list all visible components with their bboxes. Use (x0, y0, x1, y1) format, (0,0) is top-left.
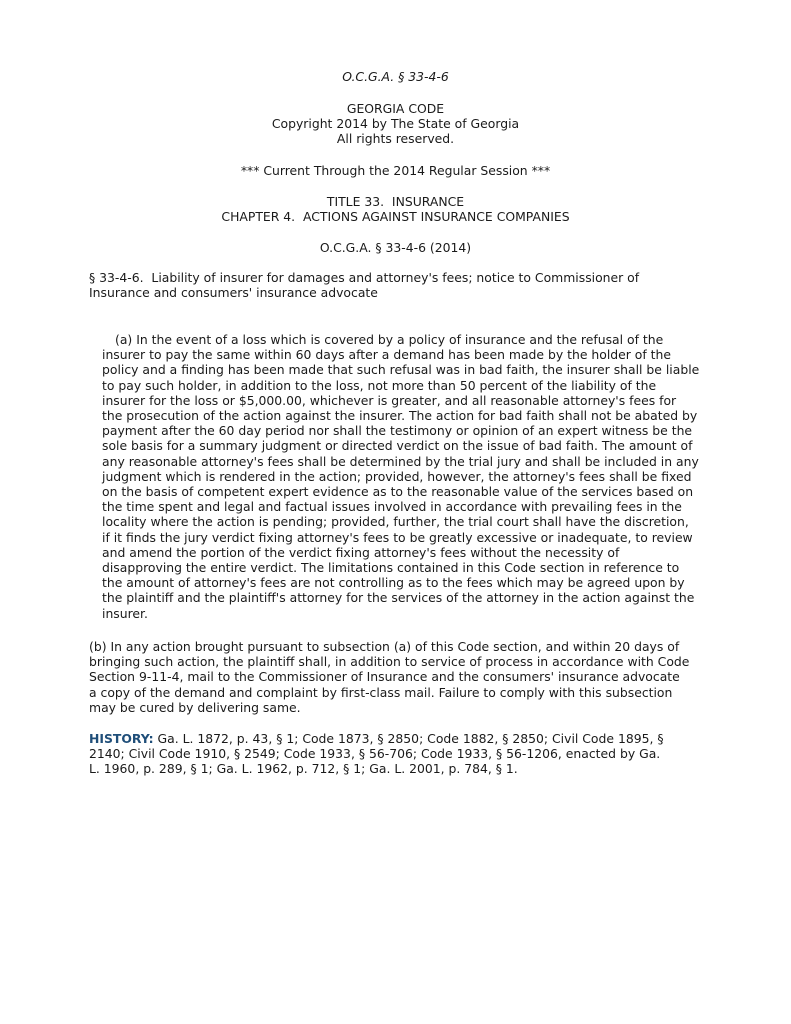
code-info (0, 101, 791, 147)
title-line: TITLE 33. INSURANCE (326, 194, 465, 209)
paragraph-line: Section 9-11-4, mail to the Commissioner of Insurance and the consumers' insurance advocate (89, 669, 680, 685)
paragraph-line: bringing such action, the plaintiff shall, in addition to service of process in accordance with Code (89, 654, 690, 670)
paragraph-line: payment after the 60 day period nor shall the testimony or opinion of an expert witness be the (102, 423, 693, 439)
copyright-notice: Copyright 2014 by The State of Georgia (271, 116, 520, 132)
section-heading (89, 270, 709, 300)
history-text: Ga. L. 1872, p. 43, § 1; Code 1873, § 2850; Code 1882, § 2850; Civil Code 1895, § (153, 731, 664, 746)
chapter-line: CHAPTER 4. ACTIONS AGAINST INSURANCE COMPANIES (221, 209, 570, 225)
citation-header: O.C.G.A. § 33-4-6 (342, 69, 449, 84)
paragraph-line: sole basis for a summary judgment or directed verdict on the issue of bad faith. The amount of (102, 438, 693, 454)
paragraph-line: (a) In the event of a loss which is covered by a policy of insurance and the refusal of the (115, 332, 664, 347)
paragraph-line: insurer. (102, 605, 148, 621)
paragraph-line: disapproving the entire verdict. The limitations contained in this Code section in reference to (102, 560, 680, 576)
paragraph-line: locality where the action is pending; provided, further, the trial court shall have the discretion, (102, 514, 689, 530)
section-heading-line: § 33-4-6. Liability of insurer for damages and attorney's fees; notice to Commissioner of (89, 270, 640, 285)
paragraph-b (89, 639, 709, 715)
currency-notice: *** Current Through the 2014 Regular Session *** (240, 163, 551, 178)
history-label: HISTORY: (89, 731, 154, 746)
paragraph-line: the amount of attorney's fees are not controlling as to the fees which may be agreed upon by (102, 575, 685, 591)
paragraph-line: may be cured by delivering same. (89, 699, 301, 715)
paragraph-line: (b) In any action brought pursuant to subsection (a) of this Code section, and within 20 days of (89, 639, 680, 654)
paragraph-line: to pay such holder, in addition to the loss, not more than 50 percent of the liability of the (102, 377, 657, 393)
rights-notice: All rights reserved. (336, 131, 455, 147)
paragraph-line: the plaintiff and the plaintiff's attorney for the services of the attorney in the action against the (102, 590, 695, 606)
history-note (89, 731, 709, 777)
code-name: GEORGIA CODE (346, 101, 445, 116)
title-chapter (0, 194, 791, 224)
paragraph-line: insurer to pay the same within 60 days after a demand has been made by the holder of the (102, 347, 672, 363)
paragraph-line: if it finds the jury verdict fixing attorney's fees to be greatly excessive or inadequate, to review (102, 529, 693, 545)
paragraph-line: policy and a finding has been made that such refusal was in bad faith, the insurer shall be liable (102, 362, 700, 378)
paragraph-line: judgment which is rendered in the action; provided, however, the attorney's fees shall be fixed (102, 468, 692, 484)
citation-year: O.C.G.A. § 33-4-6 (2014) (319, 240, 472, 255)
paragraph-line: a copy of the demand and complaint by first-class mail. Failure to comply with this subsection (89, 684, 673, 700)
section-heading-line: Insurance and consumers' insurance advocate (89, 285, 378, 301)
paragraph-line: and amend the portion of the verdict fixing attorney's fees without the necessity of (102, 544, 620, 560)
paragraph-line: on the basis of competent expert evidence as to the reasonable value of the services based on (102, 484, 694, 500)
history-line (89, 731, 709, 746)
paragraph-a (89, 332, 709, 621)
paragraph-line: the prosecution of the action against the insurer. The action for bad faith shall not be abated by (102, 408, 698, 424)
paragraph-line: the time spent and legal and factual issues involved in accordance with prevailing fees in the (102, 499, 682, 515)
paragraph-line: insurer for the loss or $5,000.00, whichever is greater, and all reasonable attorney's fees for (102, 392, 677, 408)
history-line: L. 1960, p. 289, § 1; Ga. L. 1962, p. 712, § 1; Ga. L. 2001, p. 784, § 1. (89, 761, 518, 777)
history-line: 2140; Civil Code 1910, § 2549; Code 1933, § 56-706; Code 1933, § 56-1206, enacted by Ga. (89, 746, 661, 762)
paragraph-line: any reasonable attorney's fees shall be determined by the trial jury and shall be included in any (102, 453, 699, 469)
